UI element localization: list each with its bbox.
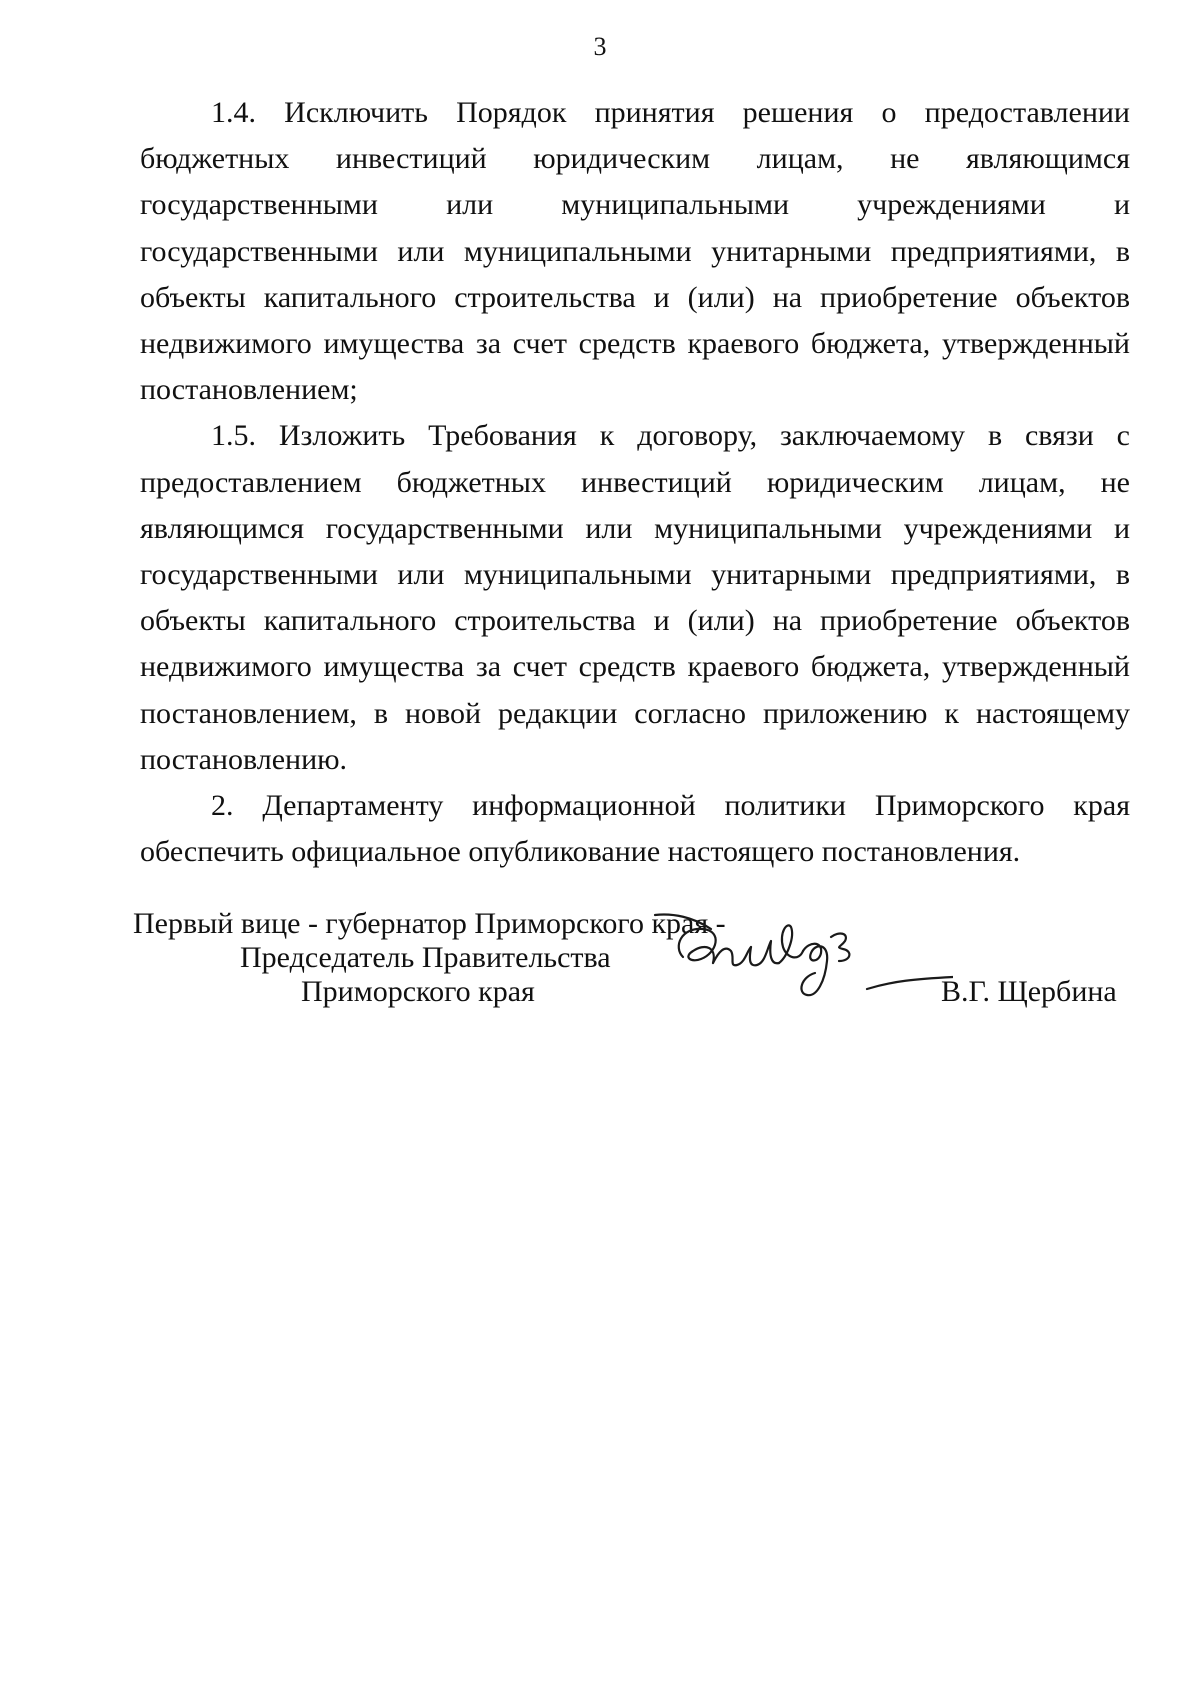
handwritten-signature-icon [653, 907, 953, 1017]
signer-title-line-2: Председатель Правительства [240, 941, 611, 974]
paragraph-2: 2. Департаменту информационной политики Приморского края обеспечить официальное опубликование настоящего постановления. [140, 789, 1130, 869]
document-body [140, 90, 1130, 875]
signer-title-line-3: Приморского края [301, 975, 535, 1008]
signer-title-line-1: Первый вице - губернатор Приморского края - [133, 907, 726, 940]
paragraph-1-5: 1.5. Изложить Требования к договору, заключаемому в связи с предоставлением бюджетных инвестиций юридическим лицам, не являющимся государственными или муниципальными учреждениями и государственными или муниципальными унитарными предприятиями, в объекты капитального строительства и (или) на приобретение объектов недвижимого имущества за счет средств краевого бюджета, утвержденный постановлением, в новой редакции согласно приложению к настоящему постановлению. [140, 419, 1130, 776]
signature-block [133, 907, 1133, 1027]
page-number: 3 [593, 32, 607, 61]
signer-name: В.Г. Щербина [941, 975, 1117, 1008]
paragraph-1-4: 1.4. Исключить Порядок принятия решения о предоставлении бюджетных инвестиций юридическим лицам, не являющимся государственными или муниципальными учреждениями и государственными или муниципальными унитарными предприятиями, в объекты капитального строительства и (или) на приобретение объектов недвижимого имущества за счет средств краевого бюджета, утвержденный постановлением; [140, 96, 1130, 407]
